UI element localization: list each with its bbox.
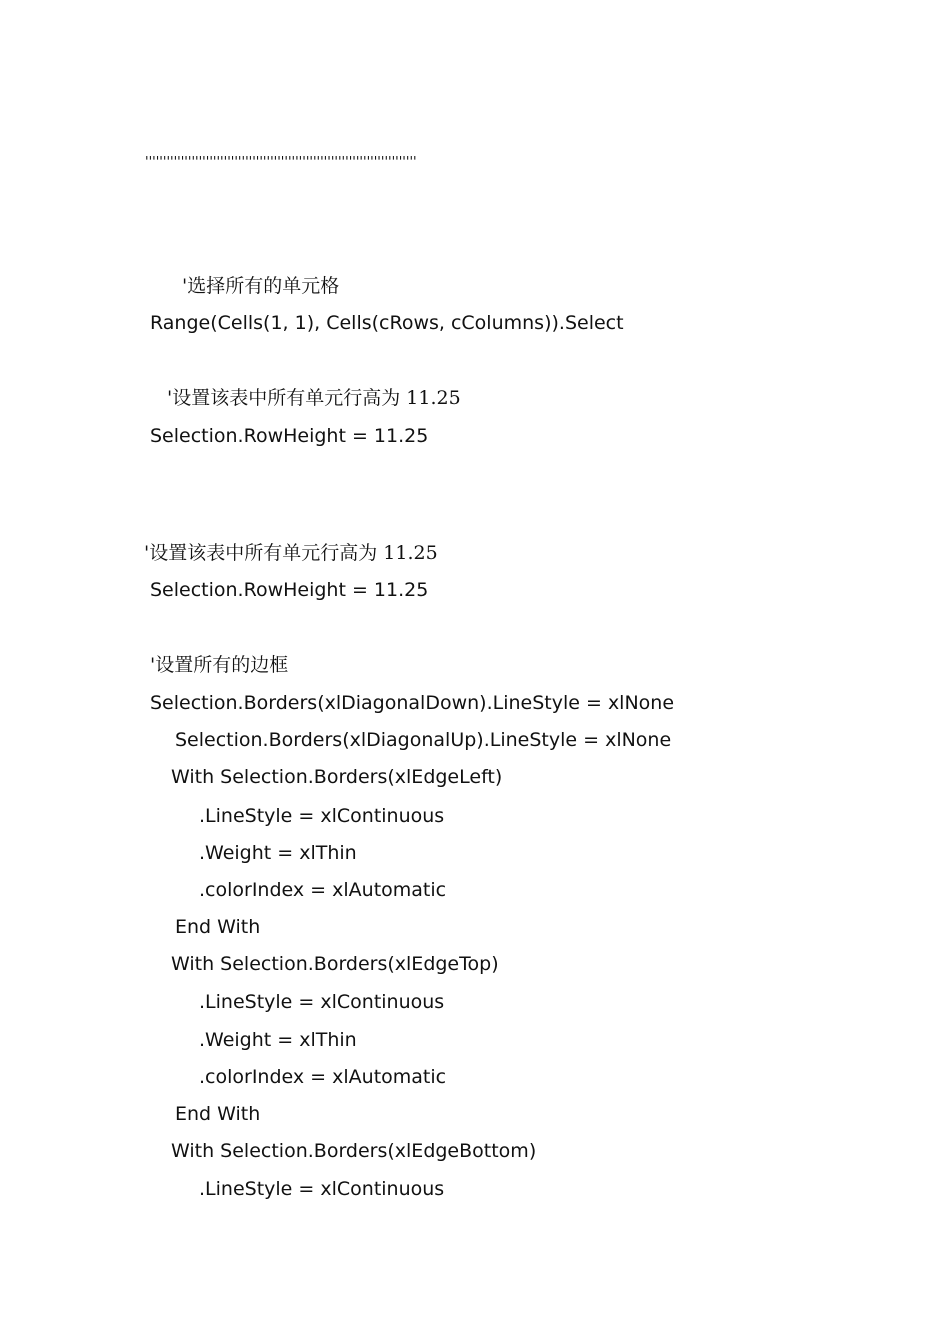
code-line-linestyle-1: .LineStyle = xlContinuous	[199, 805, 445, 827]
comment-set-borders: '设置所有的边框	[150, 654, 289, 676]
code-line-weight-1: .Weight = xlThin	[199, 842, 357, 864]
code-line-colorindex-1: .colorIndex = xlAutomatic	[199, 879, 447, 901]
code-line-with-edge-left: With Selection.Borders(xlEdgeLeft)	[171, 766, 503, 788]
code-line-linestyle-3: .LineStyle = xlContinuous	[199, 1178, 445, 1200]
code-line-linestyle-2: .LineStyle = xlContinuous	[199, 991, 445, 1013]
code-line-diagonal-up: Selection.Borders(xlDiagonalUp).LineStyle = xlNone	[175, 729, 672, 751]
code-line-range-select: Range(Cells(1, 1), Cells(cRows, cColumns)).Select	[150, 312, 624, 334]
code-line-with-edge-top: With Selection.Borders(xlEdgeTop)	[171, 953, 499, 975]
code-line-row-height-1: Selection.RowHeight = 11.25	[150, 425, 429, 447]
code-line-end-with-1: End With	[175, 916, 261, 938]
comment-row-height-1: '设置该表中所有单元行高为 11.25	[167, 387, 461, 409]
tick-separator-row: ''''''''''''''''''''''''''''''''''''''''''''''''''''''''''''''''''''''''''''	[145, 155, 417, 170]
comment-row-height-2: '设置该表中所有单元行高为 11.25	[144, 542, 438, 564]
comment-select-all-cells: '选择所有的单元格	[182, 275, 340, 297]
code-line-row-height-2: Selection.RowHeight = 11.25	[150, 579, 429, 601]
code-line-colorindex-2: .colorIndex = xlAutomatic	[199, 1066, 447, 1088]
code-line-with-edge-bottom: With Selection.Borders(xlEdgeBottom)	[171, 1140, 537, 1162]
code-line-diagonal-down: Selection.Borders(xlDiagonalDown).LineStyle = xlNone	[150, 692, 675, 714]
code-line-weight-2: .Weight = xlThin	[199, 1029, 357, 1051]
code-line-end-with-2: End With	[175, 1103, 261, 1125]
